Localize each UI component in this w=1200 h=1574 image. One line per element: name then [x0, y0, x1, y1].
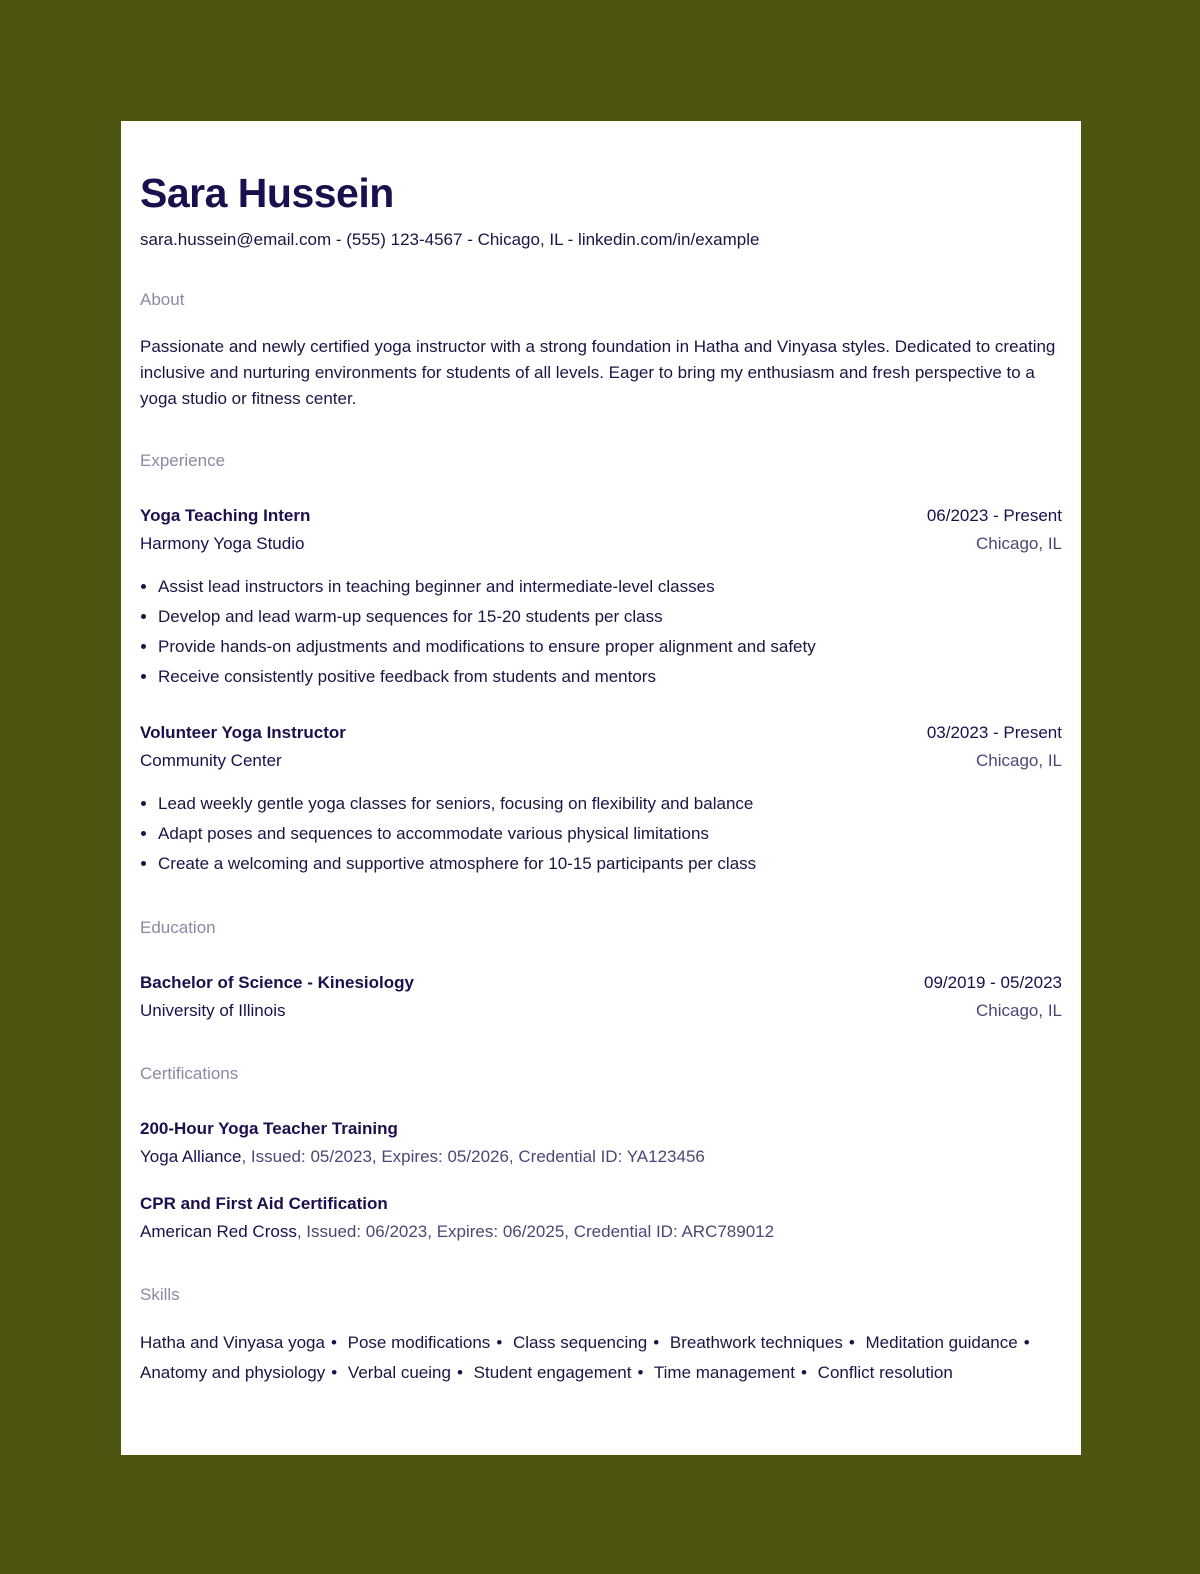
skills-list — [140, 1328, 1062, 1388]
job-organization: Community Center — [140, 751, 282, 770]
job-location: Chicago, IL — [976, 534, 1062, 553]
about-text: Passionate and newly certified yoga instructor with a strong foundation in Hatha and Vinyasa styles. Dedicated to creating inclusive and nurturing environments for students of all levels. Eager to bring my enthusiasm and fresh perspective to a yoga studio or fitness center. — [140, 337, 1056, 408]
certification-name: CPR and First Aid Certification — [140, 1194, 388, 1213]
skill-separator: • — [653, 1333, 660, 1352]
skill-separator: • — [637, 1363, 644, 1382]
skill-separator: • — [330, 1333, 337, 1352]
skill-item: Class sequencing — [513, 1333, 648, 1352]
experience-entry — [140, 719, 1062, 879]
experience-heading: Experience — [140, 451, 226, 470]
certification-details: , Issued: 05/2023, Expires: 05/2026, Credential ID: YA123456 — [241, 1147, 705, 1166]
skill-separator: • — [1023, 1333, 1030, 1352]
skill-separator: • — [496, 1333, 503, 1352]
experience-section — [140, 450, 1062, 879]
job-dates: 06/2023 - Present — [926, 506, 1062, 525]
job-bullet: • Create a welcoming and supportive atmosphere for 10-15 participants per class — [158, 849, 1062, 879]
education-section — [140, 917, 1062, 1025]
skill-item: Student engagement — [473, 1363, 632, 1382]
certification-name: 200-Hour Yoga Teacher Training — [140, 1119, 398, 1138]
skill-item: Meditation guidance — [865, 1333, 1018, 1352]
contact-line: sara.hussein@email.com - (555) 123-4567 - Chicago, IL - linkedin.com/in/example — [140, 230, 760, 249]
candidate-name: Sara Hussein — [140, 170, 394, 216]
certification-entry — [140, 1115, 1062, 1171]
job-bullet: • Assist lead instructors in teaching beginner and intermediate-level classes — [158, 572, 1062, 602]
education-dates: 09/2019 - 05/2023 — [923, 973, 1062, 992]
job-bullet: • Receive consistently positive feedback from students and mentors — [158, 662, 1062, 692]
skill-item: Time management — [653, 1363, 795, 1382]
job-organization: Harmony Yoga Studio — [140, 534, 305, 553]
job-dates: 03/2023 - Present — [926, 723, 1062, 742]
job-bullet: • Adapt poses and sequences to accommodate various physical limitations — [158, 819, 1062, 849]
certification-issuer: American Red Cross — [140, 1222, 297, 1241]
skill-item: Conflict resolution — [817, 1363, 953, 1382]
skill-separator: • — [456, 1363, 463, 1382]
degree: Bachelor of Science - Kinesiology — [140, 973, 414, 992]
job-bullet: • Provide hands-on adjustments and modifications to ensure proper alignment and safety — [158, 632, 1062, 662]
skills-section — [140, 1284, 1062, 1388]
education-entry — [140, 969, 1062, 1025]
job-title: Yoga Teaching Intern — [140, 506, 311, 525]
certification-details: , Issued: 06/2023, Expires: 06/2025, Credential ID: ARC789012 — [296, 1222, 775, 1241]
job-bullet: • Develop and lead warm-up sequences for 15-20 students per class — [158, 602, 1062, 632]
school: University of Illinois — [140, 1001, 286, 1020]
skill-item: Pose modifications — [347, 1333, 491, 1352]
education-heading: Education — [140, 918, 216, 937]
job-title: Volunteer Yoga Instructor — [140, 723, 346, 742]
education-location: Chicago, IL — [976, 1001, 1062, 1020]
skill-item: Verbal cueing — [347, 1363, 451, 1382]
skill-separator: • — [331, 1363, 338, 1382]
skill-item: Breathwork techniques — [669, 1333, 843, 1352]
certification-issuer: Yoga Alliance — [140, 1147, 242, 1166]
job-location: Chicago, IL — [976, 751, 1062, 770]
skill-separator: • — [800, 1363, 807, 1382]
about-heading: About — [140, 290, 185, 309]
certifications-section — [140, 1063, 1062, 1246]
about-section — [140, 289, 1062, 412]
experience-entry — [140, 502, 1062, 692]
certification-entry — [140, 1190, 1062, 1246]
job-bullet: • Lead weekly gentle yoga classes for seniors, focusing on flexibility and balance — [158, 789, 1062, 819]
certifications-heading: Certifications — [140, 1064, 239, 1083]
skill-item: Anatomy and physiology — [140, 1363, 326, 1382]
skill-item: Hatha and Vinyasa yoga — [140, 1333, 325, 1352]
job-bullet-list — [140, 572, 1062, 692]
skill-separator: • — [848, 1333, 855, 1352]
job-bullet-list — [140, 789, 1062, 879]
resume-page — [121, 121, 1081, 1455]
skills-heading: Skills — [140, 1285, 180, 1304]
